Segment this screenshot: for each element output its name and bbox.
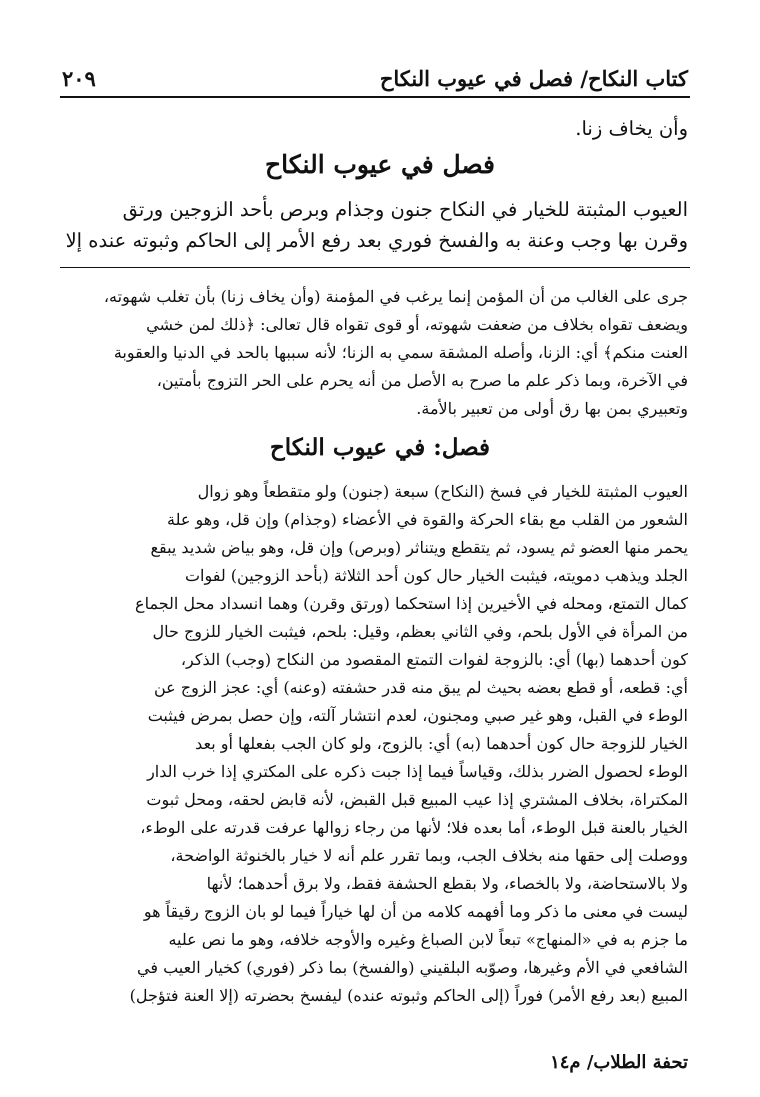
commentary-line: الشافعي في الأم وغيرها، وصوّبه البلقيني (والفسخ) بما ذكر (فوري) كخيار العيب في [137, 958, 688, 977]
main-text-line: العيوب المثبتة للخيار في النكاح جنون وجذام وبرص بأحد الزوجين ورتق [122, 198, 688, 221]
commentary-line: الخيار بالعنة قبل الوطء، أما بعده فلا؛ لأنها من رجاء زوالها عرفت قدرته على الوطء، [140, 818, 688, 837]
main-text-intro: وأن يخاف زنا. [575, 117, 688, 140]
running-title: كتاب النكاح/ فصل في عيوب النكاح [379, 66, 688, 91]
commentary-line: ويضعف تقواه بخلاف من ضعفت شهوته، أو قوى تقواه قال تعالى: ﴿ذلك لمن خشي [146, 315, 688, 334]
commentary-line: العيوب المثبتة للخيار في فسخ (النكاح) سبعة (جنون) ولو متقطعاً وهو زوال [197, 482, 688, 501]
header-rule [60, 96, 690, 98]
commentary-line: الشعور من القلب مع بقاء الحركة والقوة في الأعضاء (وجذام) وإن قل، وهو علة [166, 510, 688, 529]
commentary-line: كون أحدهما (بها) أي: بالزوجة لفوات التمتع المقصود من النكاح (وجب) الذكر، [180, 650, 688, 669]
main-text-line: وقرن بها وجب وعنة به والفسخ فوري بعد رفع الأمر إلى الحاكم وثبوته عنده إلا [65, 229, 688, 252]
commentary-line: الخيار للزوجة حال كون أحدهما (به) أي: بالزوج، ولو كان الجب بفعلها أو بعد [195, 734, 688, 753]
commentary-line: المبيع (بعد رفع الأمر) فوراً (إلى الحاكم وثبوته عنده) ليفسخ بحضرته (إلا العنة فتؤجل) [129, 986, 688, 1005]
commentary-line: ولا بالاستحاضة، ولا بالخصاء، ولا بقطع الحشفة فقط، ولا برق أحدهما؛ لأنها [206, 874, 688, 893]
main-section-heading: فصل في عيوب النكاح [264, 150, 496, 179]
commentary-line: في الآخرة، وبما ذكر علم ما صرح به الأصل من أنه يحرم على الحر التزوج بأمتين، [156, 371, 688, 390]
commentary-line: جرى على الغالب من أن المؤمن إنما يرغب في المؤمنة (وأن يخاف زنا) بأن تغلب شهوته، [103, 287, 688, 306]
commentary-line: العنت منكم﴾ أي: الزنا، وأصله المشقة سمي به الزنا؛ لأنه سببها بالحد في الدنيا والعقوبة [113, 343, 688, 362]
commentary-line: ما جزم به في «المنهاج» تبعاً لابن الصباغ وغيره والأوجه خلافه، وهو ما نص عليه [168, 930, 688, 949]
page-number: ٢٠٩ [62, 66, 96, 91]
commentary-separator [60, 267, 690, 268]
commentary-section-heading: فصل: في عيوب النكاح [269, 434, 491, 461]
signature-mark: تحفة الطلاب/ م١٤ [550, 1052, 688, 1073]
commentary-line: المكتراة، بخلاف المشتري إذا عيب المبيع قبل القبض، لأنه قابض لحقه، ومحل ثبوت [146, 790, 688, 809]
commentary-line: الجلد ويذهب دمويته، فيثبت الخيار حال كون أحد الثلاثة (بأحد الزوجين) لفوات [184, 566, 688, 585]
commentary-line: وتعبيري بمن بها رق أولى من تعبير بالأمة. [416, 399, 688, 418]
commentary-line: ليست في معنى ما ذكر وما أفهمه كلامه من أن لها خياراً فيما لو بان الزوج رقيقاً هو [143, 902, 688, 921]
commentary-line: من المرأة في الأول بلحم، وفي الثاني بعظم، وقيل: بلحم، فيثبت الخيار للزوج حال [152, 622, 688, 641]
commentary-line: ووصلت إلى حقها منه بخلاف الجب، وبما تقرر علم أنه لا خيار بالخنوثة الواضحة، [170, 846, 688, 865]
commentary-line: يحمر منها العضو ثم يسود، ثم يتقطع ويتناثر (وبرص) وإن قل، وهو بياض شديد يبقع [150, 538, 688, 557]
commentary-line: الوطء في القبل، وهو غير صبي ومجنون، لعدم انتشار آلته، وإن حصل بمرض فيثبت [147, 706, 688, 725]
commentary-line: الوطء لحصول الضرر بذلك، وقياساً فيما إذا جبت ذكره على المكتري إذا خرب الدار [147, 762, 688, 781]
commentary-line: كمال التمتع، ومحله في الأخيرين إذا استحكما (ورتق وقرن) وهما انسداد محل الجماع [135, 594, 688, 613]
commentary-line: أي: قطعه، أو قطع بعضه بحيث لم يبق منه قدر حشفته (وعنه) أي: عجز الزوج عن [153, 678, 688, 697]
